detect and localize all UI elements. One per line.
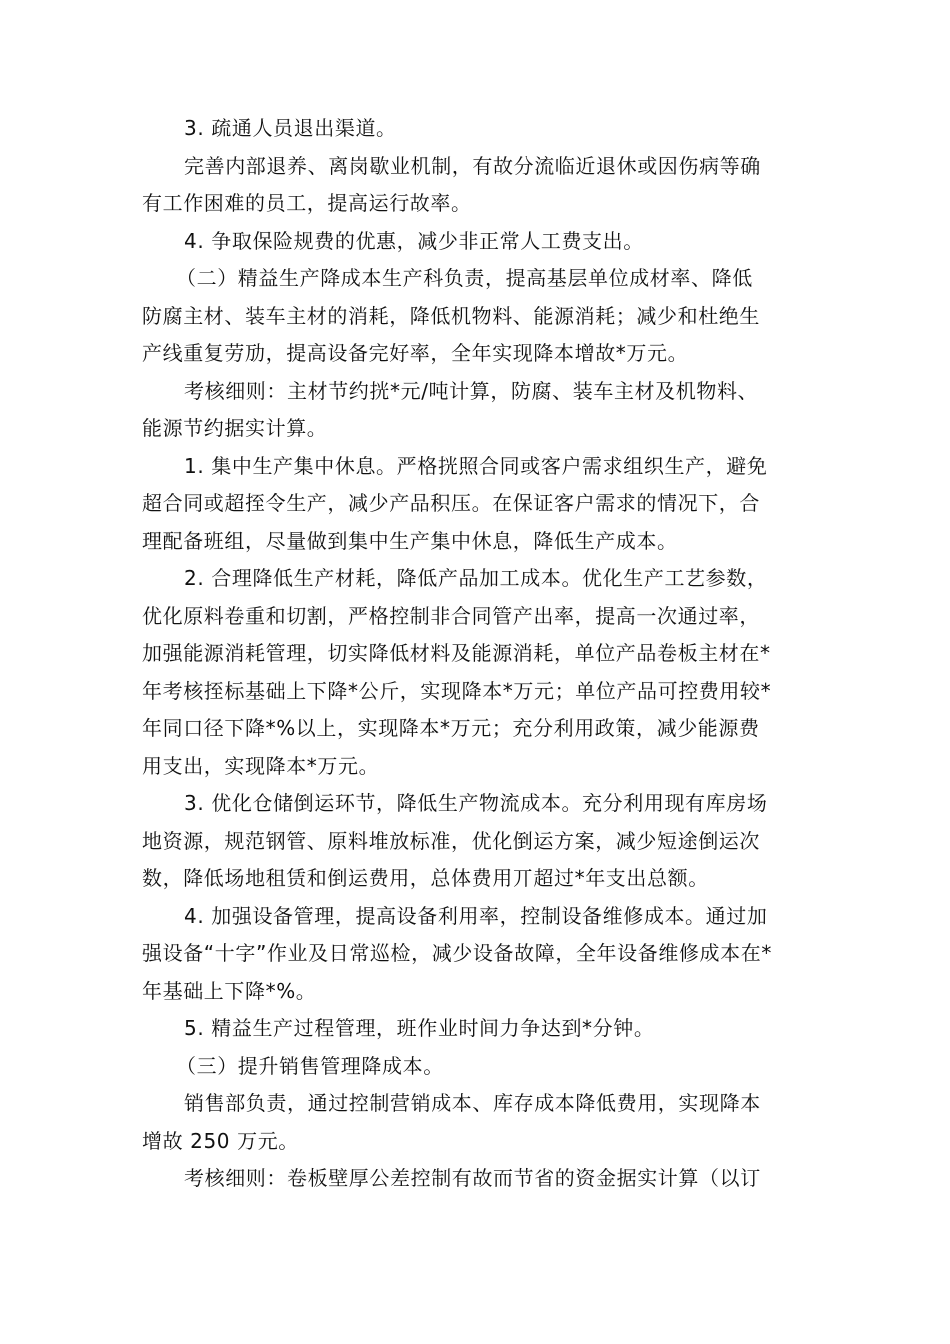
paragraph-line: 理配备班组，尽量做到集中生产集中休息，降低生产成本。 bbox=[142, 528, 678, 553]
paragraph-early-retirement bbox=[142, 148, 818, 223]
paragraph-item-3 bbox=[142, 110, 818, 148]
section-heading-2 bbox=[142, 260, 818, 373]
paragraph-line: 数，降低场地租赁和倒运费用，总体费用丌超过*年支出总额。 bbox=[142, 866, 709, 890]
paragraph-line: 增故 250 万元。 bbox=[142, 1128, 299, 1153]
paragraph-line: 防腐主材、装车主材的消耗，降低机物料、能源消耗；减少和杜绝生 bbox=[142, 303, 760, 328]
paragraph-line: 3. 优化仓储倒运环节，降低生产物流成本。充分利用现有库房场 bbox=[184, 791, 768, 815]
paragraph-line: 强设备“十字”作业及日常巡检，减少设备故障，全年设备维修成本在* bbox=[142, 941, 772, 965]
paragraph-line: 考核细则：卷板壁厚公差控制有故而节省的资金据实计算（以订 bbox=[184, 1166, 761, 1190]
paragraph-line: （二）精益生产降成本生产科负责，提高基层单位成材率、降低 bbox=[176, 266, 753, 290]
paragraph-line: 有工作困难的员工，提高运行故率。 bbox=[142, 191, 472, 215]
paragraph-production-item-5 bbox=[142, 1010, 818, 1048]
paragraph-production-item-1 bbox=[142, 448, 818, 561]
paragraph-sales-assessment bbox=[142, 1160, 818, 1198]
paragraph-line: 优化原料卷重和切割，严格控制非合同管产出率，提高一次通过率， bbox=[142, 603, 760, 628]
paragraph-line: 地资源，规范钢管、原料堆放标准，优化倒运方案，减少短途倒运次 bbox=[142, 828, 760, 853]
paragraph-line: 4. 争取保险规费的优惠，减少非正常人工费支出。 bbox=[184, 228, 644, 253]
paragraph-line: 考核细则：主材节约挄*元/吨计算，防腐、装车主材及机物料、 bbox=[184, 378, 759, 403]
paragraph-line: 年同口径下降*%以上，实现降本*万元；充分利用政策，减少能源费 bbox=[142, 716, 760, 740]
paragraph-line: 超合同或超挃令生产，减少产品积压。在保证客户需求的情况下，合 bbox=[142, 491, 760, 515]
section-heading-3 bbox=[142, 1048, 818, 1086]
paragraph-production-item-2 bbox=[142, 560, 818, 785]
paragraph-line: 1. 集中生产集中休息。严格挄照合同或客户需求组织生产，避免 bbox=[184, 453, 768, 478]
paragraph-production-item-4 bbox=[142, 898, 818, 1011]
paragraph-line: 2. 合理降低生产材耗，降低产品加工成本。优化生产工艺参数， bbox=[184, 566, 768, 590]
paragraph-assessment-rules bbox=[142, 373, 818, 448]
paragraph-line: 用支出，实现降本*万元。 bbox=[142, 753, 380, 778]
paragraph-line: 年考核挃标基础上下降*公斤，实现降本*万元；单位产品可控费用较* bbox=[142, 678, 772, 703]
paragraph-line: 5. 精益生产过程管理，班作业时间力争达到*分钟。 bbox=[184, 1016, 655, 1040]
paragraph-line: 3. 疏通人员退出渠道。 bbox=[184, 116, 397, 140]
paragraph-production-item-3 bbox=[142, 785, 818, 898]
paragraph-line: 能源节约据实计算。 bbox=[142, 416, 328, 440]
paragraph-line: 加强能源消耗管理，切实降低材料及能源消耗，单位产品卷板主材在* bbox=[142, 641, 771, 665]
paragraph-line: 产线重复劳劢，提高设备完好率，全年实现降本增故*万元。 bbox=[142, 341, 689, 365]
paragraph-line: 销售部负责，通过控制营销成本、库存成本降低费用，实现降本 bbox=[184, 1091, 761, 1115]
paragraph-line: （三）提升销售管理降成本。 bbox=[176, 1053, 444, 1078]
paragraph-item-4 bbox=[142, 223, 818, 261]
paragraph-sales-department bbox=[142, 1085, 818, 1160]
document-body bbox=[142, 110, 818, 1198]
paragraph-line: 完善内部退养、离岗歇业机制，有故分流临近退休或因伤病等确 bbox=[184, 153, 761, 178]
paragraph-line: 4. 加强设备管理，提高设备利用率，控制设备维修成本。通过加 bbox=[184, 903, 768, 928]
paragraph-line: 年基础上下降*%。 bbox=[142, 978, 317, 1003]
